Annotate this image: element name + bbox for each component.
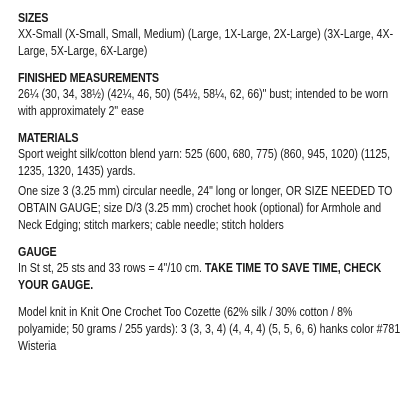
finished-measurements-text: 26¼ (30, 34, 38½) (42¼, 46, 50) (54½, 58¼, 62, 66)" bust; intended to be worn with approximately 2" ease <box>18 87 389 118</box>
sizes-heading: SIZES <box>18 11 49 25</box>
gauge-section <box>18 244 404 294</box>
gauge-heading: GAUGE <box>18 245 57 259</box>
gauge-text <box>18 260 404 294</box>
gauge-measurement: In St st, 25 sts and 33 rows = 4"/10 cm. <box>18 261 202 275</box>
model-note-text: Model knit in Knit One Crochet Too Cozette (62% silk / 30% cotton / 8% polyamide; 50 grams / 255 yards): 3 (3, 3, 4) (4, 4, 4) (5, 5, 6, 6) hanks color #781 Wisteria <box>18 305 401 353</box>
materials-heading: MATERIALS <box>18 131 79 145</box>
materials-section <box>18 130 404 234</box>
gauge-emphasis: TAKE TIME TO SAVE TIME, CHECK YOUR GAUGE. <box>18 261 382 292</box>
finished-measurements-heading: FINISHED MEASUREMENTS <box>18 71 159 85</box>
finished-measurements-section <box>18 70 404 120</box>
sizes-section <box>18 10 404 60</box>
sizes-text: XX-Small (X-Small, Small, Medium) (Large, 1X-Large, 2X-Large) (3X-Large, 4X-Large, 5X-Large, 6X-Large) <box>18 27 394 58</box>
pattern-details <box>18 10 404 365</box>
materials-needles-text: One size 3 (3.25 mm) circular needle, 24" long or longer, OR SIZE NEEDED TO OBTAIN GAUGE; size D/3 (3.25 mm) crochet hook (optional) for Armhole and Neck Edging; stitch markers; cable needle; stitch holders <box>18 184 393 232</box>
materials-yarn-text: Sport weight silk/cotton blend yarn: 525 (600, 680, 775) (860, 945, 1020) (1125, 1235, 1320, 1435) yards. <box>18 147 391 178</box>
model-note-section <box>18 304 404 355</box>
